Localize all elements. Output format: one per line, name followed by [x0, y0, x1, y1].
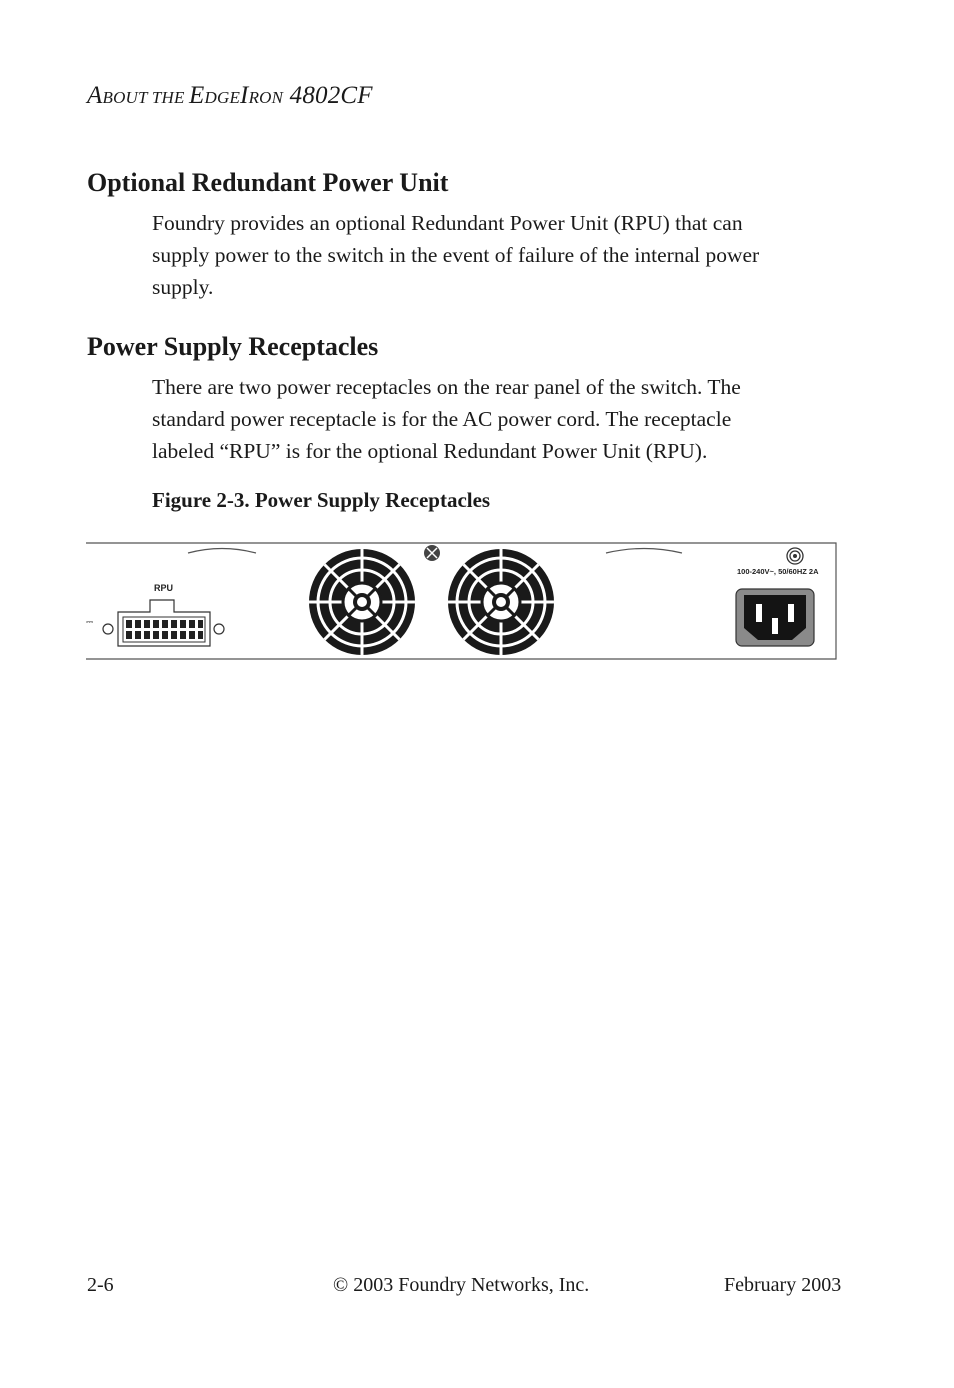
section-body-receptacles	[152, 371, 832, 467]
publication-date: February 2003	[724, 1274, 842, 1296]
running-head-part: A	[87, 82, 103, 109]
text-line: There are two power receptacles on the rear panel of the switch. The	[152, 375, 741, 399]
fan-icon	[308, 548, 416, 656]
running-head-part: BOUT THE	[102, 88, 189, 107]
text-line: standard power receptacle is for the AC power cord. The receptacle	[152, 407, 732, 431]
rear-panel-figure	[86, 540, 838, 662]
running-head-part: RON	[248, 88, 284, 107]
figure-caption: Figure 2-3. Power Supply Receptacles	[152, 488, 491, 512]
running-head-part: I	[240, 82, 249, 109]
ac-rating-label: 100-240V~, 50/60HZ 2A	[737, 567, 819, 576]
dc-symbol-icon: ⎓	[86, 618, 94, 628]
text-line: supply power to the switch in the event of failure of the internal power	[152, 243, 760, 267]
running-head-part: DGE	[204, 88, 241, 107]
rpu-label: RPU	[154, 583, 174, 593]
text-line: Foundry provides an optional Redundant Power Unit (RPU) that can	[152, 211, 743, 235]
section-heading-receptacles: Power Supply Receptacles	[87, 332, 379, 361]
section-heading-rpu: Optional Redundant Power Unit	[87, 168, 449, 197]
fan-icon	[447, 548, 555, 656]
screw-icon	[424, 545, 440, 561]
ground-terminal-icon	[787, 548, 803, 564]
running-head-part: E	[189, 82, 205, 109]
running-head-part: 4802CF	[283, 82, 373, 109]
text-line: supply.	[152, 275, 214, 299]
running-head	[87, 82, 373, 110]
screw-icon	[214, 624, 224, 634]
text-line: labeled “RPU” is for the optional Redundant Power Unit (RPU).	[152, 439, 708, 463]
rpu-connector	[103, 583, 224, 646]
ac-power-inlet-icon	[736, 589, 814, 646]
screw-icon	[103, 624, 113, 634]
section-body-rpu	[152, 207, 832, 303]
copyright: © 2003 Foundry Networks, Inc.	[333, 1274, 590, 1296]
chassis-arc	[188, 549, 256, 554]
chassis-arc	[606, 549, 682, 554]
page-number: 2-6	[87, 1274, 114, 1296]
